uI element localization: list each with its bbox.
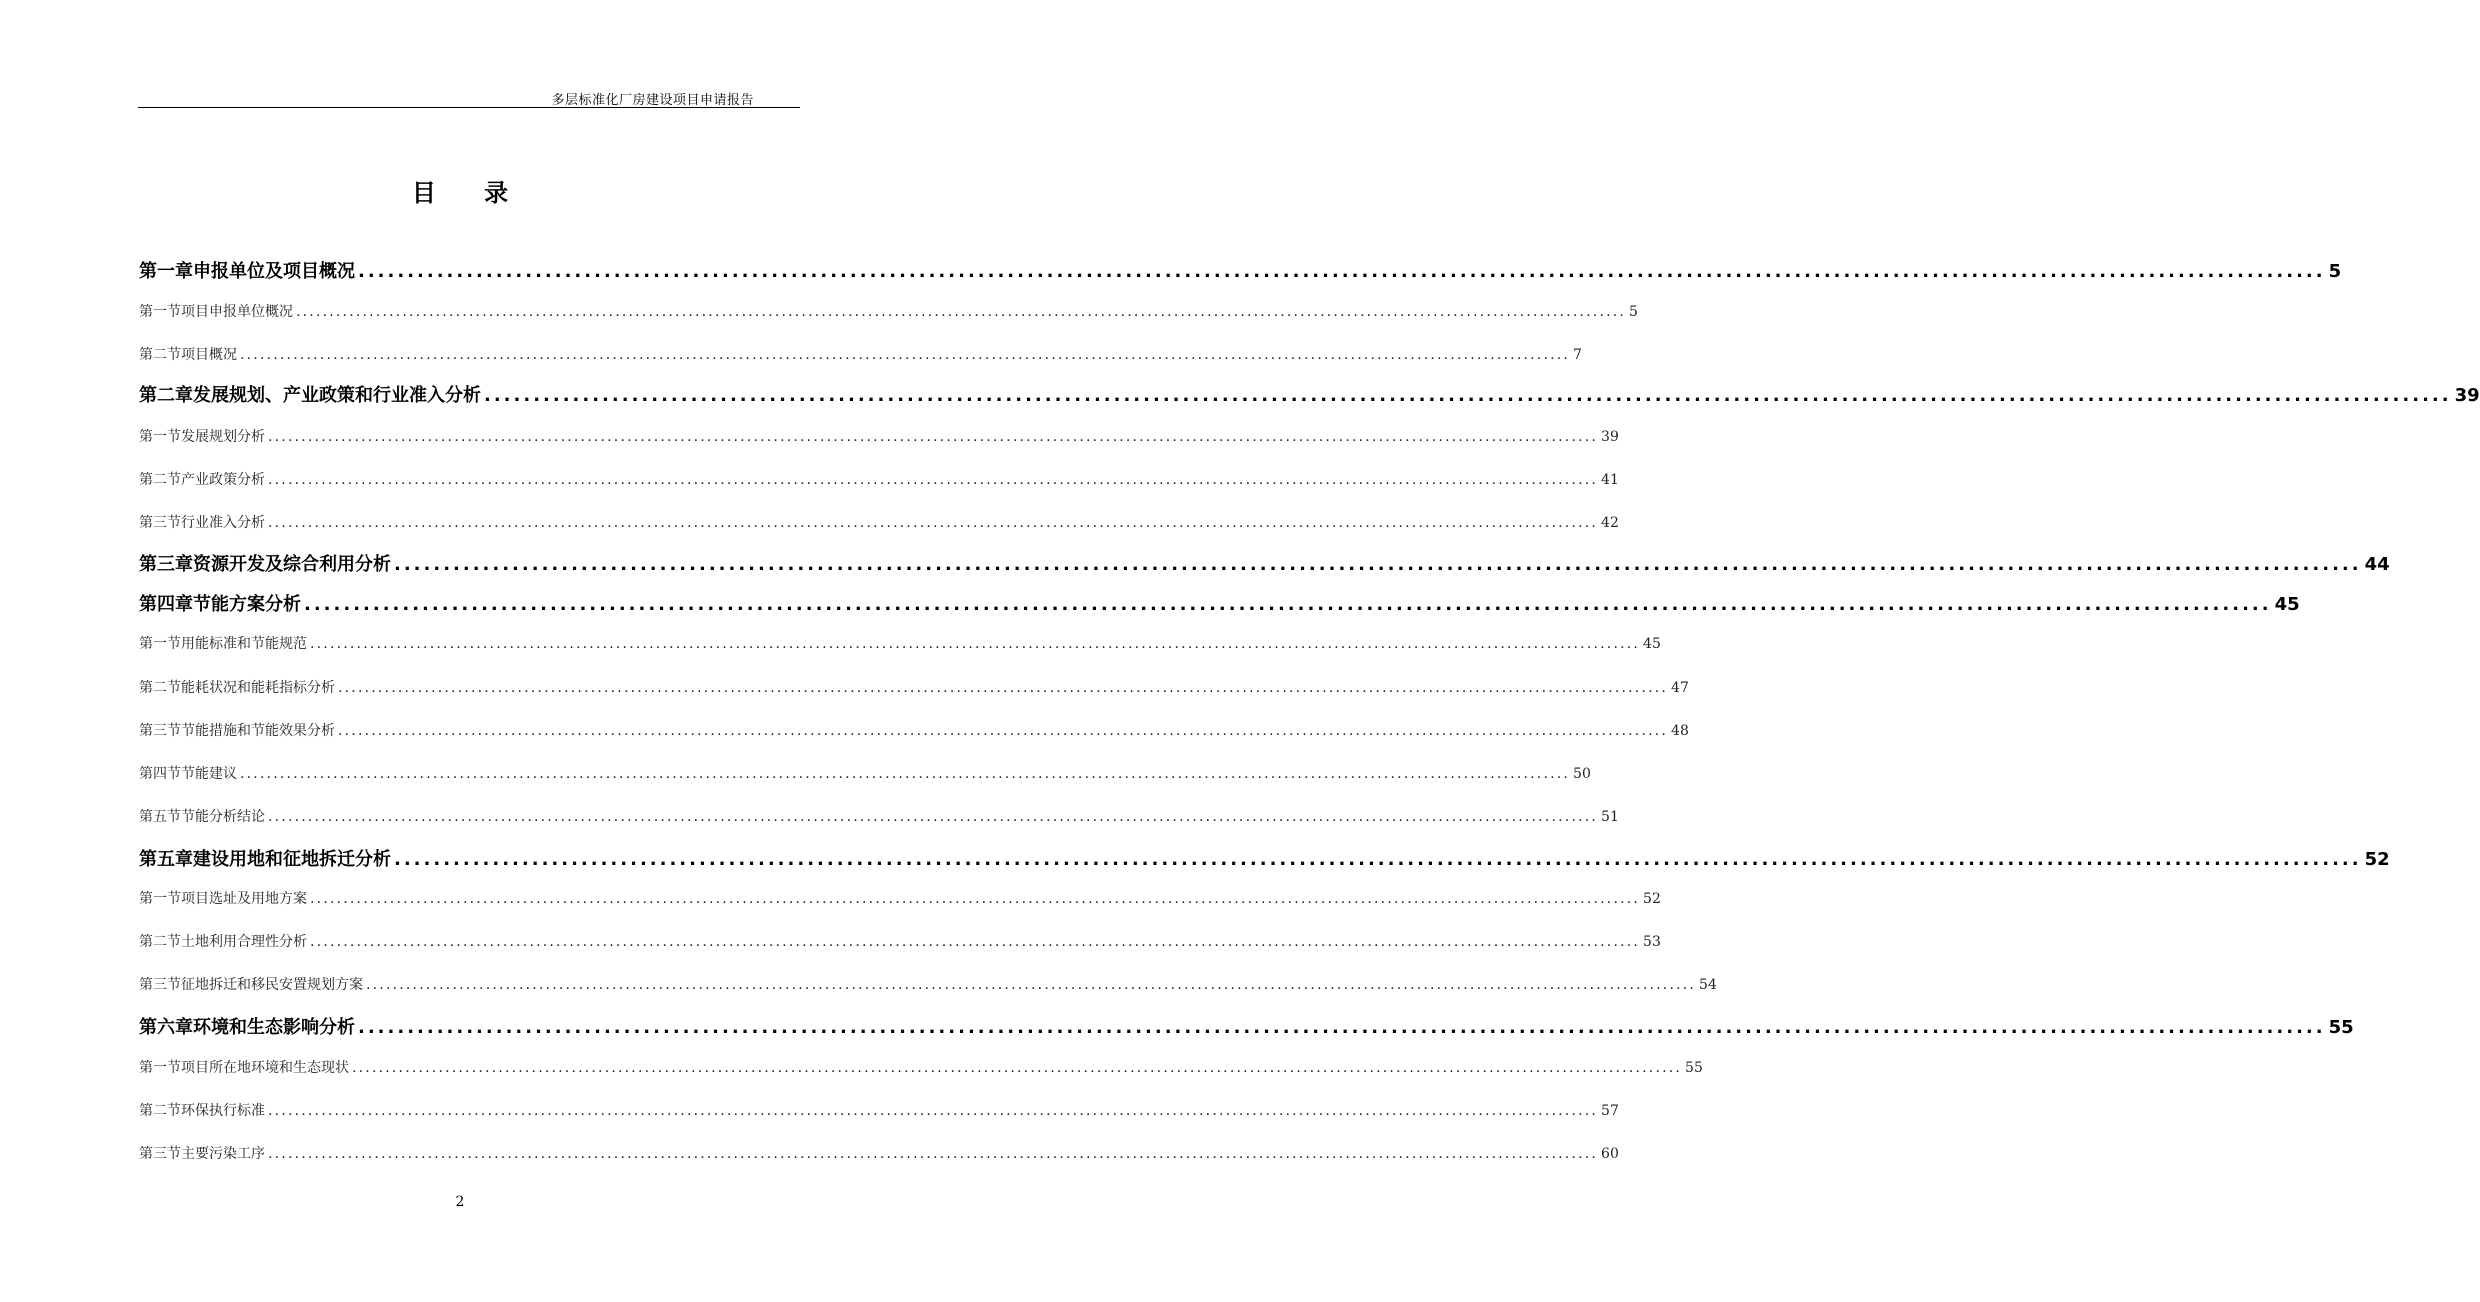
toc-dot-leader: ........................................................................................................................................................................................................ <box>366 977 1697 993</box>
toc-section-entry[interactable] <box>139 301 1638 321</box>
toc-entry-number: 第一节 <box>139 636 181 652</box>
header-title: 多层标准化厂房建设项目申请报告 <box>551 93 754 108</box>
toc-dot-leader: ........................................................................................................................................................................................................ <box>268 1103 1599 1119</box>
toc-entry-title: 节能建议 <box>181 766 237 782</box>
toc-entry-page: 60 <box>1601 1146 1619 1162</box>
toc-entry-page: 45 <box>2274 594 2300 615</box>
toc-entry-title: 环境和生态影响分析 <box>193 1017 355 1038</box>
toc-dot-leader: ........................................................................................................................................................................................................ <box>338 723 1669 739</box>
toc-dot-leader: ........................................................................................................................................................................................................ <box>338 680 1669 696</box>
page-number: 2 <box>455 1194 465 1210</box>
toc-entry-title: 节能措施和节能效果分析 <box>181 723 335 739</box>
toc-dot-leader: ........................................................................................................................................................................................................ <box>358 1017 2326 1038</box>
toc-entry-page: 51 <box>1601 809 1619 825</box>
toc-entry-number: 第二节 <box>139 1103 181 1119</box>
toc-entry-page: 57 <box>1601 1103 1619 1119</box>
toc-entry-page: 54 <box>1699 977 1717 993</box>
toc-section-entry[interactable] <box>139 720 1689 740</box>
toc-dot-leader: ........................................................................................................................................................................................................ <box>484 385 2452 406</box>
toc-entry-page: 5 <box>2328 261 2342 282</box>
toc-section-entry[interactable] <box>139 888 1661 908</box>
toc-entry-page: 42 <box>1601 515 1619 531</box>
toc-entry-page: 44 <box>2364 554 2390 575</box>
toc-dot-leader: ........................................................................................................................................................................................................ <box>352 1060 1683 1076</box>
toc-entry-title: 产业政策分析 <box>181 472 265 488</box>
toc-dot-leader: ........................................................................................................................................................................................................ <box>268 515 1599 531</box>
toc-section-entry[interactable] <box>139 633 1661 653</box>
toc-entry-number: 第三节 <box>139 723 181 739</box>
toc-entry-page: 39 <box>1601 429 1619 445</box>
toc-entry-page: 50 <box>1573 766 1591 782</box>
toc-chapter-entry[interactable] <box>139 1013 2354 1039</box>
toc-section-entry[interactable] <box>139 469 1619 489</box>
toc-entry-title: 主要污染工序 <box>181 1146 265 1162</box>
toc-entry-page: 45 <box>1643 636 1661 652</box>
toc-entry-number: 第二节 <box>139 680 181 696</box>
toc-entry-page: 47 <box>1671 680 1689 696</box>
toc-section-entry[interactable] <box>139 426 1619 446</box>
toc-entry-page: 39 <box>2454 385 2480 406</box>
toc-section-entry[interactable] <box>139 806 1619 826</box>
toc-entry-title: 发展规划、产业政策和行业准入分析 <box>193 385 481 406</box>
toc-dot-leader: ........................................................................................................................................................................................................ <box>394 554 2362 575</box>
toc-dot-leader: ........................................................................................................................................................................................................ <box>296 304 1627 320</box>
toc-entry-number: 第三节 <box>139 515 181 531</box>
toc-entry-page: 48 <box>1671 723 1689 739</box>
toc-entry-number: 第三节 <box>139 977 181 993</box>
header-rule <box>138 107 800 108</box>
toc-entry-page: 55 <box>2328 1017 2354 1038</box>
toc-dot-leader: ........................................................................................................................................................................................................ <box>268 429 1599 445</box>
toc-section-entry[interactable] <box>139 344 1582 364</box>
toc-chapter-entry[interactable] <box>139 845 2390 871</box>
toc-entry-title: 节能方案分析 <box>193 594 301 615</box>
toc-title: 目 录 <box>411 179 529 207</box>
toc-entry-number: 第一节 <box>139 1060 181 1076</box>
toc-entry-number: 第一节 <box>139 891 181 907</box>
toc-entry-page: 5 <box>1629 304 1638 320</box>
toc-entry-number: 第六章 <box>139 1017 193 1038</box>
toc-section-entry[interactable] <box>139 1143 1619 1163</box>
toc-section-entry[interactable] <box>139 512 1619 532</box>
toc-section-entry[interactable] <box>139 677 1689 697</box>
toc-entry-title: 土地利用合理性分析 <box>181 934 307 950</box>
toc-section-entry[interactable] <box>139 974 1717 994</box>
toc-chapter-entry[interactable] <box>139 381 2480 407</box>
toc-entry-title: 申报单位及项目概况 <box>193 261 355 282</box>
toc-entry-page: 41 <box>1601 472 1619 488</box>
toc-entry-number: 第三章 <box>139 554 193 575</box>
toc-dot-leader: ........................................................................................................................................................................................................ <box>358 261 2326 282</box>
toc-entry-title: 资源开发及综合利用分析 <box>193 554 391 575</box>
toc-chapter-entry[interactable] <box>139 257 2342 283</box>
toc-entry-number: 第二节 <box>139 347 181 363</box>
toc-chapter-entry[interactable] <box>139 550 2390 576</box>
toc-entry-number: 第二节 <box>139 472 181 488</box>
toc-dot-leader: ........................................................................................................................................................................................................ <box>240 766 1571 782</box>
toc-dot-leader: ........................................................................................................................................................................................................ <box>240 347 1571 363</box>
toc-entry-title: 环保执行标准 <box>181 1103 265 1119</box>
toc-section-entry[interactable] <box>139 1057 1703 1077</box>
toc-dot-leader: ........................................................................................................................................................................................................ <box>394 849 2362 870</box>
toc-entry-title: 节能分析结论 <box>181 809 265 825</box>
toc-entry-number: 第一章 <box>139 261 193 282</box>
toc-entry-title: 项目概况 <box>181 347 237 363</box>
toc-dot-leader: ........................................................................................................................................................................................................ <box>310 636 1641 652</box>
toc-entry-title: 能耗状况和能耗指标分析 <box>181 680 335 696</box>
toc-dot-leader: ........................................................................................................................................................................................................ <box>268 1146 1599 1162</box>
toc-entry-title: 建设用地和征地拆迁分析 <box>193 849 391 870</box>
toc-entry-title: 项目申报单位概况 <box>181 304 293 320</box>
toc-entry-title: 用能标准和节能规范 <box>181 636 307 652</box>
toc-entry-number: 第四章 <box>139 594 193 615</box>
toc-section-entry[interactable] <box>139 931 1661 951</box>
toc-entry-number: 第二章 <box>139 385 193 406</box>
toc-entry-number: 第三节 <box>139 1146 181 1162</box>
toc-entry-number: 第二节 <box>139 934 181 950</box>
toc-entry-title: 行业准入分析 <box>181 515 265 531</box>
toc-dot-leader: ........................................................................................................................................................................................................ <box>310 891 1641 907</box>
toc-entry-number: 第五节 <box>139 809 181 825</box>
toc-dot-leader: ........................................................................................................................................................................................................ <box>268 472 1599 488</box>
toc-entry-number: 第一节 <box>139 304 181 320</box>
toc-entry-page: 55 <box>1685 1060 1703 1076</box>
toc-section-entry[interactable] <box>139 763 1591 783</box>
toc-entry-title: 征地拆迁和移民安置规划方案 <box>181 977 363 993</box>
toc-dot-leader: ........................................................................................................................................................................................................ <box>268 809 1599 825</box>
toc-chapter-entry[interactable] <box>139 590 2300 616</box>
toc-entry-number: 第一节 <box>139 429 181 445</box>
toc-entry-title: 项目所在地环境和生态现状 <box>181 1060 349 1076</box>
toc-entry-number: 第四节 <box>139 766 181 782</box>
toc-entry-title: 项目选址及用地方案 <box>181 891 307 907</box>
toc-section-entry[interactable] <box>139 1100 1619 1120</box>
toc-dot-leader: ........................................................................................................................................................................................................ <box>304 594 2272 615</box>
toc-entry-title: 发展规划分析 <box>181 429 265 445</box>
toc-entry-page: 52 <box>1643 891 1661 907</box>
toc-entry-number: 第五章 <box>139 849 193 870</box>
toc-entry-page: 7 <box>1573 347 1582 363</box>
toc-entry-page: 53 <box>1643 934 1661 950</box>
toc-entry-page: 52 <box>2364 849 2390 870</box>
toc-dot-leader: ........................................................................................................................................................................................................ <box>310 934 1641 950</box>
